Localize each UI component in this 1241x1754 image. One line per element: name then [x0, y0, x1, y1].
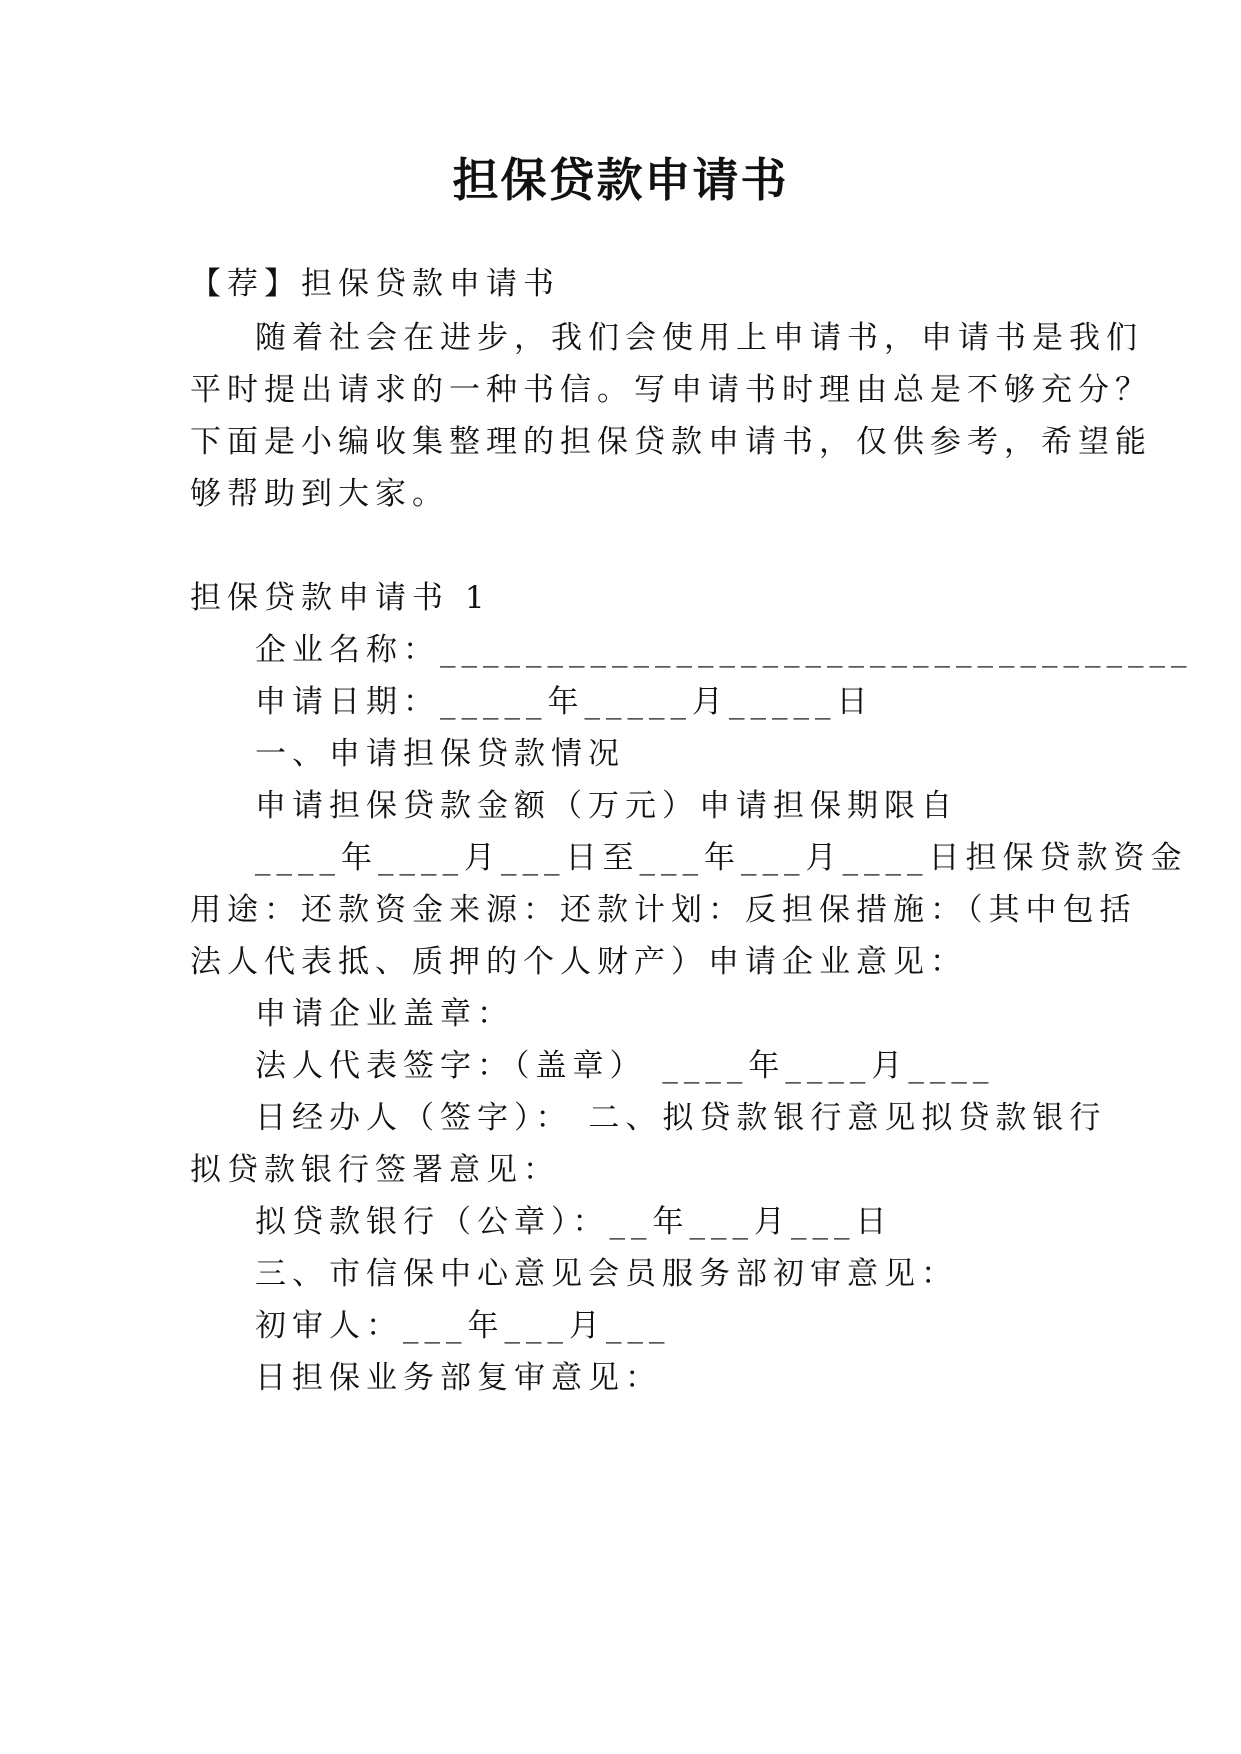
intro-paragraph-line: 下面是小编收集整理的担保贷款申请书，仅供参考，希望能 — [190, 424, 1152, 460]
company-name-field: 企业名称：___________________________________ — [255, 632, 1193, 668]
intro-heading: 【荐】担保贷款申请书 — [190, 266, 560, 302]
application-date-field: 申请日期：_____年_____月_____日 — [255, 684, 874, 720]
section-three-heading: 三、市信保中心意见会员服务部初审意见： — [255, 1256, 958, 1292]
bank-seal-date-line: 拟贷款银行（公章）：__年___月___日 — [255, 1204, 893, 1240]
bank-opinion-line: 拟贷款银行签署意见： — [190, 1152, 560, 1188]
initial-reviewer-line: 初审人：___年___月___ — [255, 1308, 671, 1344]
guarantee-period-line: ____年____月___日至___年___月____日担保贷款资金 — [255, 840, 1188, 876]
legal-representative-signature-line: 法人代表签字：（盖章） ____年____月____ — [255, 1048, 995, 1084]
handler-signature-line: 日经办人（签字）： 二、拟贷款银行意见拟贷款银行 — [255, 1100, 1107, 1136]
loan-purpose-line: 用途：还款资金来源：还款计划：反担保措施：（其中包括 — [190, 892, 1137, 928]
section-heading: 担保贷款申请书 1 — [190, 580, 491, 616]
document-title: 担保贷款申请书 — [452, 153, 789, 207]
intro-paragraph-line: 够帮助到大家。 — [190, 476, 449, 512]
review-opinion-line: 日担保业务部复审意见： — [255, 1360, 662, 1396]
loan-amount-line: 申请担保贷款金额（万元）申请担保期限自 — [255, 788, 958, 824]
intro-paragraph-line: 随着社会在进步，我们会使用上申请书，申请书是我们 — [255, 320, 1143, 356]
legal-representative-assets-line: 法人代表抵、质押的个人财产）申请企业意见： — [190, 944, 967, 980]
intro-paragraph-line: 平时提出请求的一种书信。写申请书时理由总是不够充分？ — [190, 372, 1152, 408]
section-one-heading: 一、申请担保贷款情况 — [255, 736, 625, 772]
company-seal-line: 申请企业盖章： — [255, 996, 514, 1032]
